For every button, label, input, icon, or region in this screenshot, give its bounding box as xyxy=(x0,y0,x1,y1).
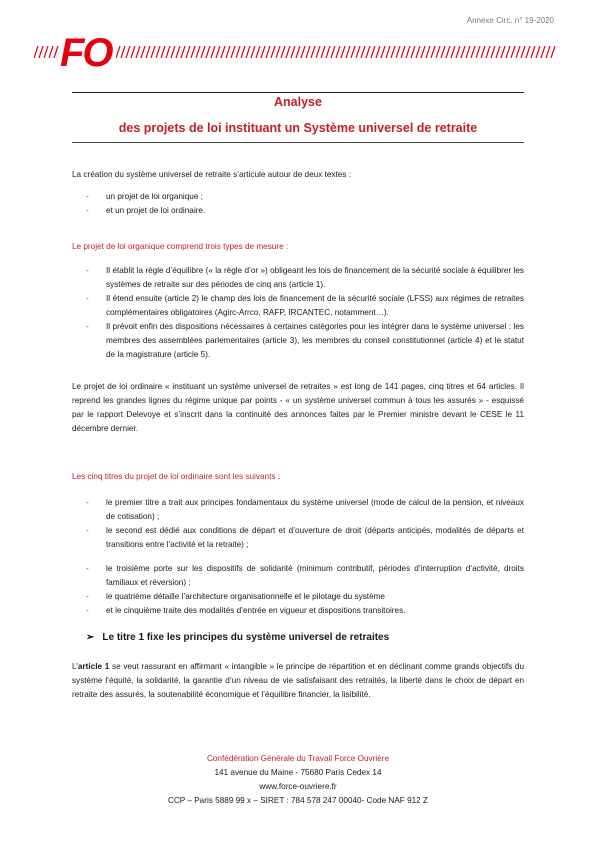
list-item: - Il prévoit enfin des dispositions nécessaires à certaines catégories pour les intégrer dans le système universel : les membres des assemblées parlementaires (article 3), les membres du conseil constitutionnel (article 4) et le statut de la magistrature (article 5). xyxy=(72,320,524,362)
section-heading-text: Le titre 1 fixe les principes du système universel de retraites xyxy=(102,632,390,643)
organic-law-section xyxy=(72,240,524,362)
article-1-prefix: L’ xyxy=(72,662,78,671)
list-item: - et le cinquième traite des modalités d’entrée en vigueur et dispositions transitoires. xyxy=(72,604,524,618)
list-item: - le quatrième détaille l’architecture organisationnelle et le pilotage du système xyxy=(72,590,524,604)
article-1-paragraph xyxy=(72,660,524,702)
list-item: - Il étend ensuite (article 2) le champ des lois de financement de la sécurité sociale (LFSS) aux régimes de retraites complémentaires obligatoires (Agirc-Arrco, RAFP, IRCANTEC, notamment…). xyxy=(72,292,524,320)
organic-law-heading: Le projet de loi organique comprend trois types de mesure : xyxy=(72,242,289,251)
five-titles-list-b xyxy=(72,562,524,618)
list-item: - Il établit la règle d’équilibre (« la règle d’or ») obligeant les lois de financement de la sécurité sociale à équilibrer les systèmes de retraite sur des périodes de cinq ans (article 1). xyxy=(72,264,524,292)
hatch-decoration-right xyxy=(116,46,556,58)
section-heading-title-1 xyxy=(86,632,389,643)
list-item: - le troisième porte sur les dispositifs de solidarité (minimum contributif, périodes d’interruption d’activité, droits familiaux et réversion) ; xyxy=(72,562,524,590)
fo-logo: FO xyxy=(60,31,112,75)
intro-paragraph: La création du système universel de retraite s’articule autour de deux textes : xyxy=(72,170,351,179)
five-titles-section xyxy=(72,470,524,618)
footer-legal: CCP – Paris 5889 99 x – SIRET : 784 578 247 00040- Code NAF 912 Z xyxy=(167,796,429,805)
article-1-label: article 1 xyxy=(77,662,110,671)
title-rule-bottom xyxy=(72,142,524,143)
arrow-bullet-icon: ➢ xyxy=(86,632,95,643)
document-title: Analyse xyxy=(274,95,322,109)
intro-section xyxy=(72,168,524,218)
annex-reference: Annexe Circ. n° 19-2020 xyxy=(466,16,554,25)
footer xyxy=(72,752,524,808)
hatch-decoration-left xyxy=(34,46,60,58)
footer-website: www.force-ouvriere.fr xyxy=(259,782,337,791)
footer-address: 141 avenue du Maine - 75680 Paris Cedex 14 xyxy=(214,768,382,777)
list-item: - le premier titre a trait aux principes fondamentaux du système universel (mode de calcul de la pension, et niveaux de cotisation) ; xyxy=(72,496,524,524)
document-subtitle: des projets de loi instituant un Système universel de retraite xyxy=(118,121,478,135)
five-titles-heading: Les cinq titres du projet de loi ordinaire sont les suivants : xyxy=(72,472,280,481)
title-rule-top xyxy=(72,92,524,93)
letterhead xyxy=(34,28,556,80)
list-item: - le second est dédié aux conditions de départ et d’ouverture de droit (départs anticipés, modalités de départs et transitions entre l’activité et la retraite) ; xyxy=(72,524,524,552)
organic-law-list xyxy=(72,264,524,362)
intro-list xyxy=(72,190,524,218)
footer-organization: Confédération Générale du Travail Force Ouvrière xyxy=(206,754,390,763)
list-item: - un projet de loi organique ; xyxy=(72,190,524,204)
list-item: - et un projet de loi ordinaire. xyxy=(72,204,524,218)
ordinary-law-paragraph: Le projet de loi ordinaire « instituant un système universel de retraites » est long de 141 pages, cinq titres et 64 articles. Il reprend les grandes lignes du régime unique par points - « un système universel commun à tous les assurés » - esquissé par le rapport Delevoye et s’inscrit dans la continuité des annonces faites par le Premier ministre devant le CESE le 11 décembre dernier. xyxy=(72,382,524,433)
five-titles-list-a xyxy=(72,496,524,552)
article-1-text: se veut rassurant en affirmant « intangible » le principe de répartition et en déclinant comme grands objectifs du système l’équité, la solidarité, la garantie d’un niveau de vie satisfaisant des retraités, la liberté dans le choix de départ en retraite des assurés, la soutenabilité économique et l’équilibre financier, la lisibilité. xyxy=(72,662,524,699)
